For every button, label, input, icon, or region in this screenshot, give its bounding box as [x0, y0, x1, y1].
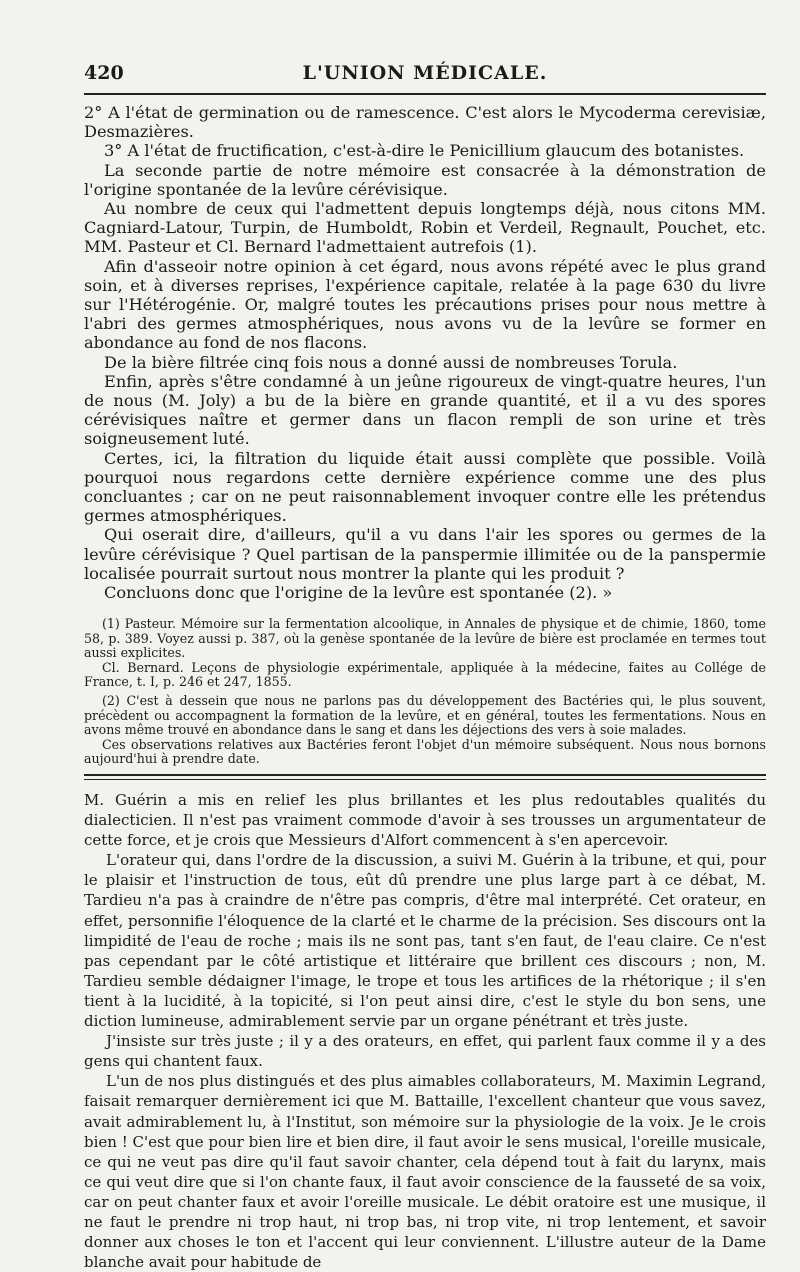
footnote: (1) Pasteur. Mémoire sur la fermentation alcoolique, in Annales de physique et de chimie, 1860, tome 58, p. 389. Voyez aussi p. 387, où la genèse spontanée de la levûre de bière est proclamée en termes tout aussi explicites. — [84, 616, 766, 661]
body-paragraph: L'un de nos plus distingués et des plus aimables collaborateurs, M. Maximin Legrand, faisait remarquer dernièrement ici que M. Battaille, l'excellent chanteur que vous savez, avait admirablement lu, à l'Institut, son mémoire sur la physiologie de la voix. Je le crois bien ! C'est que pour bien lire et bien dire, il faut avoir le sens musical, l'oreille musicale, ce qui ne veut pas dire qu'il faut savoir chanter, cela dépend tout à fait du larynx, mais ce qui veut dire que si l'on chante faux, il faut avoir conscience de la fausseté de sa voix, car on peut chanter faux et avoir l'oreille musicale. Le débit oratoire est une musique, il ne faut le prendre ni trop haut, ni trop bas, ni trop vite, ni trop lentement, et savoir donner aux choses le ton et l'accent qui leur conviennent. L'illustre auteur de la Dame blanche avait pour habitude de — [84, 1072, 766, 1272]
quoted-memoir — [84, 103, 766, 602]
quote-paragraph: Certes, ici, la filtration du liquide était aussi complète que possible. Voilà pourquoi nous regardons cette dernière expérience comme une des plus concluantes ; car on ne peut raisonnablement invoquer contre elle les prétendus germes atmosphériques. — [84, 448, 766, 526]
quote-paragraph: Au nombre de ceux qui l'admettent depuis longtemps déjà, nous citons MM. Cagniard-Latour, Turpin, de Humboldt, Robin et Verdeil, Regnault, Pouchet, etc. MM. Pasteur et Cl. Bernard l'admettaient autrefois (1). — [84, 199, 766, 257]
quote-paragraph: De la bière filtrée cinq fois nous a donné aussi de nombreuses Torula. — [104, 352, 678, 372]
page-number: 420 — [84, 62, 124, 84]
quote-paragraph: Afin d'asseoir notre opinion à cet égard, nous avons répété avec le plus grand soin, et à diverses reprises, l'expérience capitale, relatée à la page 630 du livre sur l'Hétérogénie. Or, malgré toutes les précautions prises pour nous mettre à l'abri des germes atmosphériques, nous avons vu de la levûre se former en abondance au fond de nos flacons. — [84, 256, 766, 353]
body-paragraph: M. Guérin a mis en relief les plus brillantes et les plus redoutables qualités du dialecticien. Il n'est pas vraiment commode d'avoir à ses trousses un argumentateur de cette force, et je crois que Messieurs d'Alfort commencent à s'en apercevoir. — [84, 791, 766, 850]
footnote: (2) C'est à dessein que nous ne parlons pas du développement des Bactéries qui, le plus souvent, précèdent ou accompagnent la formation de la levûre, et en général, toutes les fermentations. Nous en avons même trouvé en abondance dans le sang et dans les déjections des vers à soie malades. — [84, 692, 766, 738]
main-text — [84, 790, 766, 1272]
running-title: L'UNION MÉDICALE. — [302, 62, 548, 84]
footnote: Cl. Bernard. Leçons de physiologie expérimentale, appliquée à la médecine, faites au Collége de France, t. I, p. 246 et 247, 1855. — [84, 659, 766, 690]
page-header — [84, 62, 766, 88]
quote-paragraph: Concluons donc que l'origine de la levûre est spontanée (2). » — [104, 583, 613, 603]
quote-paragraph: La seconde partie de notre mémoire est consacrée à la démonstration de l'origine spontanée de la levûre cérévisique. — [84, 160, 766, 199]
quote-paragraph: Qui oserait dire, d'ailleurs, qu'il a vu dans l'air les spores ou germes de la levûre cérévisique ? Quel partisan de la panspermie illimitée ou de la panspermie localisée pourrait surtout nous montrer la plante qui les produit ? — [84, 525, 766, 583]
footnotes — [84, 617, 766, 767]
body-paragraph: L'orateur qui, dans l'ordre de la discussion, a suivi M. Guérin à la tribune, et qui, pour le plaisir et l'instruction de tous, eût dû prendre une plus large part à ce débat, M. Tardieu n'a pas à craindre de n'être pas compris, d'être mal interprété. Cet orateur, en effet, personnifie l'éloquence de la clarté et le charme de la précision. Ses discours ont la limpidité de l'eau de roche ; mais ils ne sont pas, tant s'en faut, de l'eau claire. Ce n'est pas cependant par le côté artistique et littéraire que brillent ces discours ; non, M. Tardieu semble dédaigner l'image, le trope et tous les artifices de la rhétorique ; il s'en tient à la lucidité, à la topicité, si l'on peut ainsi dire, c'est le style du bon sens, une diction lumineuse, admirablement servie par un organe pénétrant et très juste. — [84, 851, 766, 1031]
header-rule — [84, 93, 766, 95]
quote-paragraph: Enfin, après s'être condamné à un jeûne rigoureux de vingt-quatre heures, l'un de nous (M. Joly) a bu de la bière en grande quantité, et il a vu des spores cérévisiques naître et germer dans un flacon rempli de son urine et très soigneusement luté. — [84, 371, 766, 449]
quote-paragraph: 3° A l'état de fructification, c'est-à-dire le Penicillium glaucum des botanistes. — [104, 141, 745, 161]
quote-paragraph: 2° A l'état de germination ou de ramescence. C'est alors le Mycoderma cerevisiæ, Desmazières. — [84, 103, 766, 142]
body-paragraph: J'insiste sur très juste ; il y a des orateurs, en effet, qui parlent faux comme il y a des gens qui chantent faux. — [84, 1032, 766, 1071]
footnote: Ces observations relatives aux Bactéries feront l'objet d'un mémoire subséquent. Nous nous bornons aujourd'hui à prendre date. — [84, 736, 766, 767]
section-divider — [84, 774, 766, 780]
